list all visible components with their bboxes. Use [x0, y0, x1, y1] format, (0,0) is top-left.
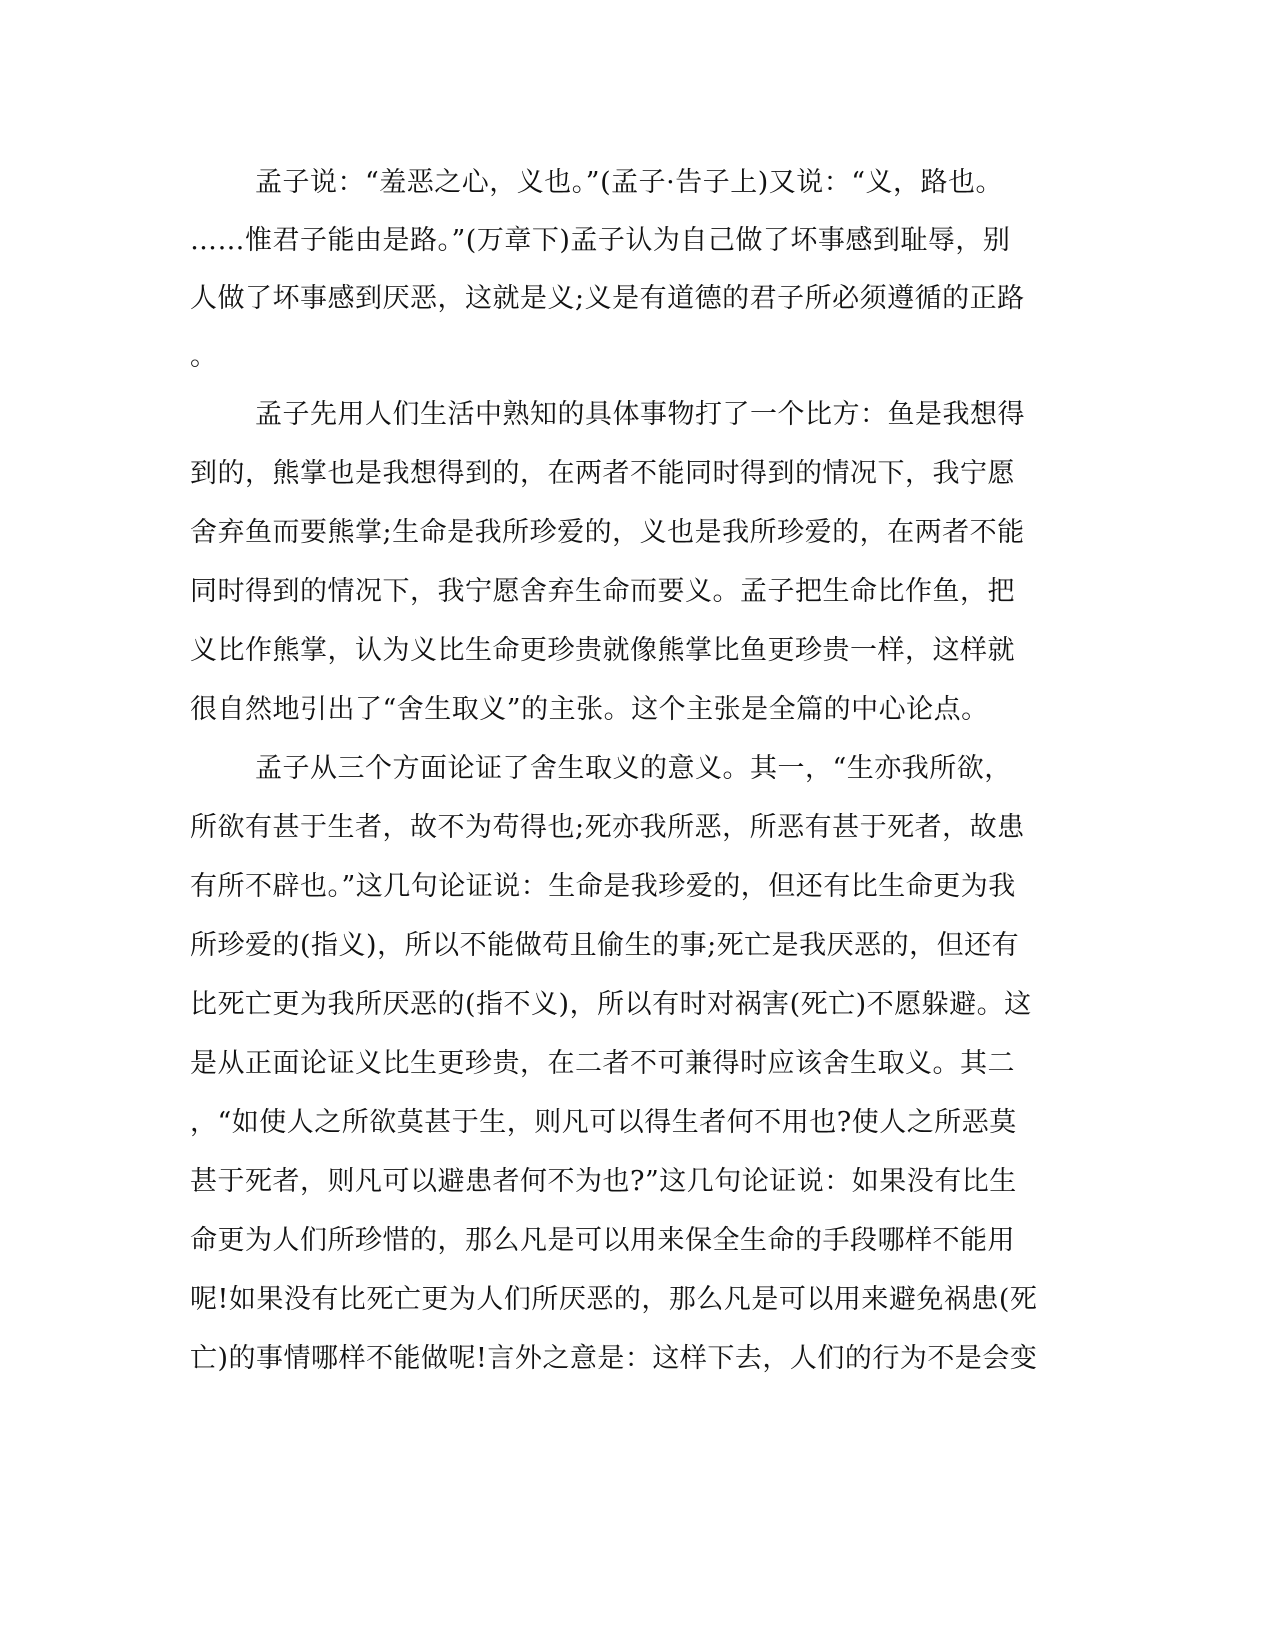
text-line: 有所不辟也。”这几句论证说：生命是我珍爱的，但还有比生命更为我: [190, 871, 1016, 902]
text-line: 是从正面论证义比生更珍贵，在二者不可兼得时应该舍生取义。其二: [190, 1048, 1015, 1079]
text-line: ，“如使人之所欲莫甚于生，则凡可以得生者何不用也?使人之所恶莫: [190, 1107, 1017, 1138]
text-line: 同时得到的情况下，我宁愿舍弃生命而要义。孟子把生命比作鱼，把: [190, 576, 1015, 607]
text-line: 所珍爱的(指义)，所以不能做苟且偷生的事;死亡是我厌恶的，但还有: [190, 930, 1020, 961]
text-line: 人做了坏事感到厌恶，这就是义;义是有道德的君子所必须遵循的正路: [190, 283, 1025, 314]
text-line: ……惟君子能由是路。”(万章下)孟子认为自己做了坏事感到耻辱，别: [190, 225, 1011, 256]
text-line: 命更为人们所珍惜的，那么凡是可以用来保全生命的手段哪样不能用: [190, 1225, 1015, 1256]
text-line: 孟子先用人们生活中熟知的具体事物打了一个比方：鱼是我想得: [255, 399, 1025, 430]
text-line: 亡)的事情哪样不能做呢!言外之意是：这样下去，人们的行为不是会变: [190, 1343, 1038, 1374]
text-line: 义比作熊掌，认为义比生命更珍贵就像熊掌比鱼更珍贵一样，这样就: [190, 635, 1015, 666]
text-line: 舍弃鱼而要熊掌;生命是我所珍爱的，义也是我所珍爱的，在两者不能: [190, 517, 1025, 548]
text-line: 甚于死者，则凡可以避患者何不为也?”这几句论证说：如果没有比生: [190, 1166, 1017, 1197]
text-line: 呢!如果没有比死亡更为人们所厌恶的，那么凡是可以用来避免祸患(死: [190, 1284, 1038, 1315]
text-line: 到的，熊掌也是我想得到的，在两者不能同时得到的情况下，我宁愿: [190, 458, 1015, 489]
text-line: 比死亡更为我所厌恶的(指不义)，所以有时对祸害(死亡)不愿躲避。这: [190, 989, 1032, 1020]
text-line: 所欲有甚于生者，故不为苟得也;死亦我所恶，所恶有甚于死者，故患: [190, 812, 1025, 843]
text-line: 。: [190, 341, 218, 372]
text-line: 很自然地引出了“舍生取义”的主张。这个主张是全篇的中心论点。: [190, 694, 989, 725]
text-line: 孟子从三个方面论证了舍生取义的意义。其一，“生亦我所欲，: [255, 753, 1012, 784]
text-line: 孟子说：“羞恶之心，义也。”(孟子·告子上)又说：“义，路也。: [255, 167, 1004, 198]
